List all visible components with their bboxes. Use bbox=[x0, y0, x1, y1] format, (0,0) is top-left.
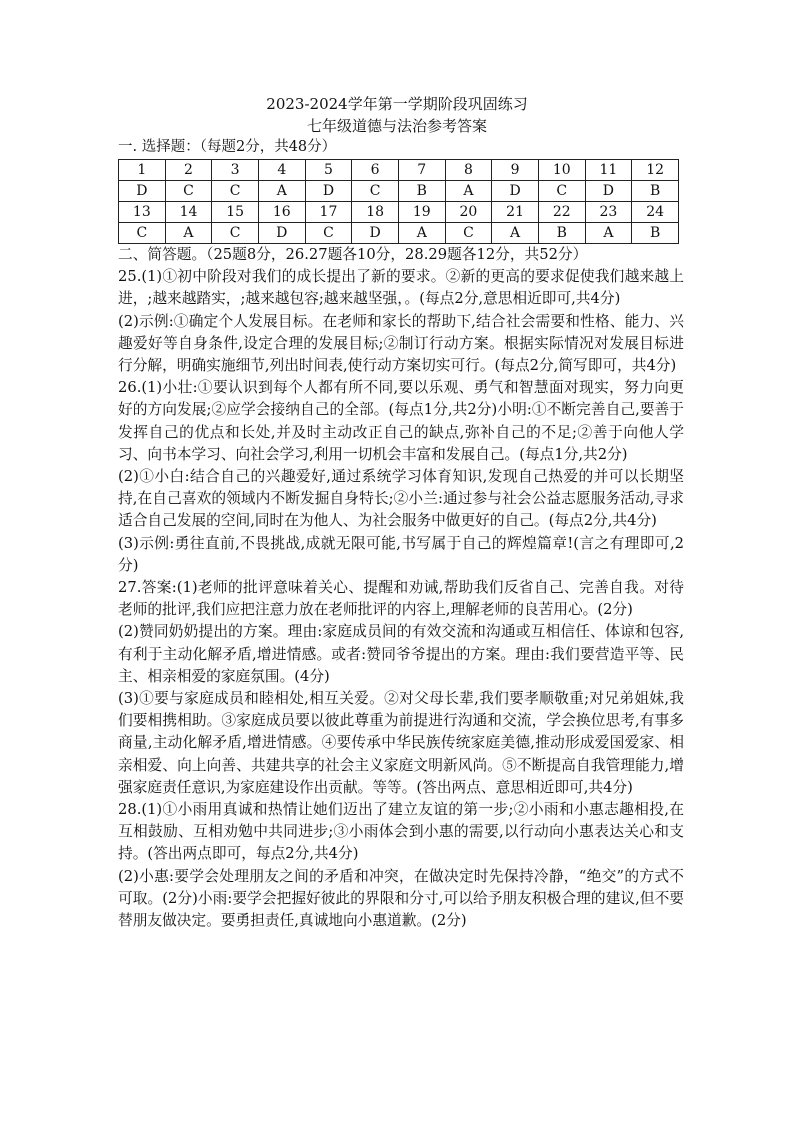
table-cell: 15 bbox=[212, 202, 259, 223]
table-cell: 19 bbox=[398, 202, 445, 223]
table-cell: 18 bbox=[352, 202, 399, 223]
section-heading-choice: 一. 选择题：（每题2分，共48分） bbox=[118, 139, 337, 155]
table-cell: A bbox=[492, 223, 539, 244]
table-cell: C bbox=[212, 223, 259, 244]
table-cell: B bbox=[632, 223, 679, 244]
table-cell: 7 bbox=[398, 160, 445, 181]
table-cell: D bbox=[305, 181, 352, 202]
answer-paragraph: 26.(1)小壮:①要认识到每个人都有所不同,要以乐观、勇气和智慧面对现实，努力向更好的方向发展;②应学会接纳自己的全部。(每点1分,共2分)小明:①不断完善自己,要善于发挥自己的优点和长处,并及时主动改正自己的缺点,弥补自己的不足;②善于向他人学习、向书本学习、向社会学习,利用一切机会丰富和发展自己。(每点1分,共2分) bbox=[118, 379, 684, 463]
table-row-question-numbers bbox=[119, 160, 679, 181]
table-cell: B bbox=[398, 181, 445, 202]
table-cell: A bbox=[398, 223, 445, 244]
table-cell: A bbox=[445, 181, 492, 202]
table-cell: A bbox=[258, 181, 305, 202]
table-cell: A bbox=[165, 223, 212, 244]
section-heading-short-answer: 二、简答题。（25题8分，26.27题各10分，28.29题各12分，共52分） bbox=[118, 246, 588, 263]
table-row-question-numbers bbox=[119, 202, 679, 223]
table-cell: 16 bbox=[258, 202, 305, 223]
table-cell: 10 bbox=[538, 160, 585, 181]
short-answer-section bbox=[118, 244, 684, 932]
table-cell: 6 bbox=[352, 160, 399, 181]
table-cell: C bbox=[305, 223, 352, 244]
table-cell: C bbox=[538, 181, 585, 202]
answer-paragraph: (2)示例:①确定个人发展目标。在老师和家长的帮助下,结合社会需要和性格、能力、兴趣爱好等自身条件,设定合理的发展目标;②制订行动方案。根据实际情况对发展目标进行分解，明确实施细节,列出时间表,使行动方案切实可行。(每点2分,简写即可，共4分) bbox=[118, 312, 684, 375]
table-cell: C bbox=[445, 223, 492, 244]
table-cell: 12 bbox=[632, 160, 679, 181]
table-cell: 1 bbox=[119, 160, 166, 181]
document-subtitle: 七年级道德与法治参考答案 bbox=[306, 117, 487, 135]
table-cell: C bbox=[165, 181, 212, 202]
table-cell: D bbox=[352, 223, 399, 244]
answer-paragraph: (2)小惠:要学会处理朋友之间的矛盾和冲突，在做决定时先保持冷静，“绝交”的方式不可取。(2分)小雨:要学会把握好彼此的界限和分寸,可以给予朋友积极合理的建议,但不要替朋友做决定。要勇担责任,真诚地向小惠道歉。(2分) bbox=[118, 867, 684, 930]
answer-paragraph: (2)赞同奶奶提出的方案。理由:家庭成员间的有效交流和沟通或互相信任、体谅和包容,有利于主动化解矛盾,增进情感。或者:赞同爷爷提出的方案。理由:我们要营造平等、民主、相亲相爱的家庭氛围。(4分) bbox=[118, 623, 684, 685]
table-cell: 23 bbox=[585, 202, 632, 223]
answer-paragraph: 25.(1)①初中阶段对我们的成长提出了新的要求。②新的更高的要求促使我们越来越上进，;越来越踏实，;越来越包容;越来越坚强，。(每点2分,意思相近即可,共4分) bbox=[118, 268, 684, 308]
table-cell: D bbox=[492, 181, 539, 202]
answer-paragraph: (3)①要与家庭成员和睦相处,相互关爱。②对父母长辈,我们要孝顺敬重;对兄弟姐妹,我们要相携相助。③家庭成员要以彼此尊重为前提进行沟通和交流，学会换位思考,有事多商量,主动化解矛盾,增进情感。④要传承中华民族传统家庭美德,推动形成爱国爱家、相亲相爱、向上向善、共建共享的社会主义家庭文明新风尚。⑤不断提高自我管理能力,增强家庭责任意识,为家庭建设作出贡献。等等。(答出两点、意思相近即可,共4分) bbox=[118, 690, 684, 796]
table-cell: C bbox=[119, 223, 166, 244]
table-cell: 2 bbox=[165, 160, 212, 181]
table-cell: 24 bbox=[632, 202, 679, 223]
table-row-answers bbox=[119, 181, 679, 202]
answer-paragraph: 27.答案:(1)老师的批评意味着关心、提醒和劝诫,帮助我们反省自己、完善自我。对待老师的批评,我们应把注意力放在老师批评的内容上,理解老师的良苦用心。(2分) bbox=[118, 579, 684, 619]
table-cell: 14 bbox=[165, 202, 212, 223]
table-row-answers bbox=[119, 223, 679, 244]
answer-paragraph: (2)①小白:结合自己的兴趣爱好,通过系统学习体育知识,发现自己热爱的并可以长期坚持,在自己喜欢的领域内不断发掘自身特长;②小兰:通过参与社会公益志愿服务活动,寻求适合自己发展的空间,同时在为他人、为社会服务中做更好的自己。(每点2分,共4分) bbox=[118, 468, 684, 530]
table-cell: C bbox=[352, 181, 399, 202]
table-cell: B bbox=[538, 223, 585, 244]
table-cell: 20 bbox=[445, 202, 492, 223]
answer-paragraph: (3)示例:勇往直前,不畏挑战,成就无限可能,书写属于自己的辉煌篇章!(言之有理即可,2分) bbox=[118, 534, 684, 574]
answer-table bbox=[118, 159, 679, 244]
answer-paragraph: 28.(1)①小雨用真诚和热情让她们迈出了建立友谊的第一步;②小雨和小惠志趣相投,在互相鼓励、互相劝勉中共同进步;③小雨体会到小惠的需要,以行动向小惠表达关心和支持。(答出两点即可，每点2分,共4分) bbox=[118, 801, 684, 863]
table-cell: 8 bbox=[445, 160, 492, 181]
table-cell: 22 bbox=[538, 202, 585, 223]
table-cell: D bbox=[258, 223, 305, 244]
table-cell: 3 bbox=[212, 160, 259, 181]
table-cell: D bbox=[119, 181, 166, 202]
table-cell: 9 bbox=[492, 160, 539, 181]
table-cell: A bbox=[585, 223, 632, 244]
table-cell: C bbox=[212, 181, 259, 202]
table-cell: B bbox=[632, 181, 679, 202]
table-cell: 4 bbox=[258, 160, 305, 181]
table-cell: 13 bbox=[119, 202, 166, 223]
table-cell: D bbox=[585, 181, 632, 202]
table-cell: 17 bbox=[305, 202, 352, 223]
table-cell: 11 bbox=[585, 160, 632, 181]
table-cell: 21 bbox=[492, 202, 539, 223]
table-cell: 5 bbox=[305, 160, 352, 181]
document-title: 2023-2024学年第一学期阶段巩固练习 bbox=[266, 95, 528, 113]
